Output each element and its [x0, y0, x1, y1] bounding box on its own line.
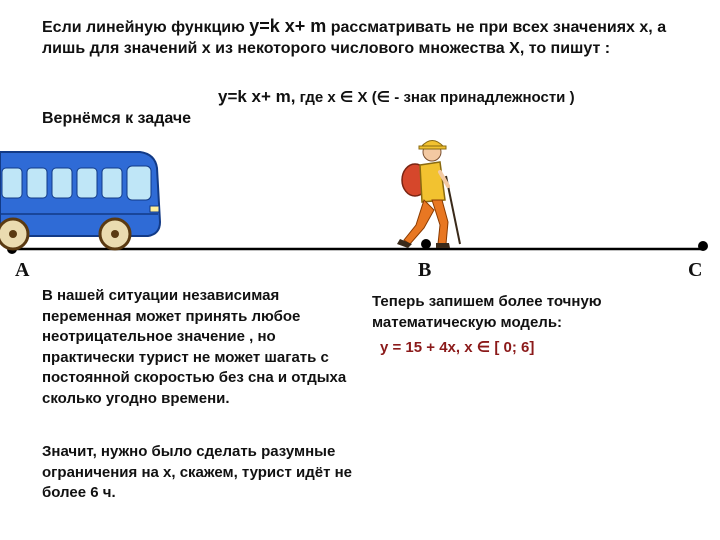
point-c-dot — [698, 241, 708, 251]
intro-part1: Если линейную функцию — [42, 19, 250, 36]
point-b-dot — [421, 239, 431, 249]
paragraph-model-intro: Теперь запишем более точную математическую модель: — [372, 293, 602, 331]
formula-where: где x ∈ X (∈ - знак принадлежности ) — [295, 89, 575, 106]
intro-part2: рассматривать не при всех значениях x, а лишь для значений x из некоторого числового множества X, то пишут : — [42, 19, 667, 57]
math-model-formula: y = 15 + 4x, x ∈ [ 0; 6] — [380, 339, 535, 356]
point-b-label: B — [418, 259, 432, 281]
intro-function: y=k x+ m — [249, 16, 327, 36]
paragraph-situation: В нашей ситуации независимая переменная может принять любое неотрицательное значение , но практически турист не может шагать с постоянной скоростью без сна и отдыха сколько угодно времени. — [42, 287, 347, 407]
bus-icon — [0, 152, 160, 249]
paragraph-restriction: Значит, нужно было сделать разумные ограничения на x, скажем, турист идёт не более 6 ч. — [42, 443, 353, 501]
formula-main: y=k x+ m, — [218, 87, 296, 106]
tourist-icon — [397, 141, 460, 249]
point-a-label: A — [15, 259, 30, 281]
point-c-label: C — [688, 259, 703, 281]
back-to-task: Вернёмся к задаче — [42, 110, 192, 127]
